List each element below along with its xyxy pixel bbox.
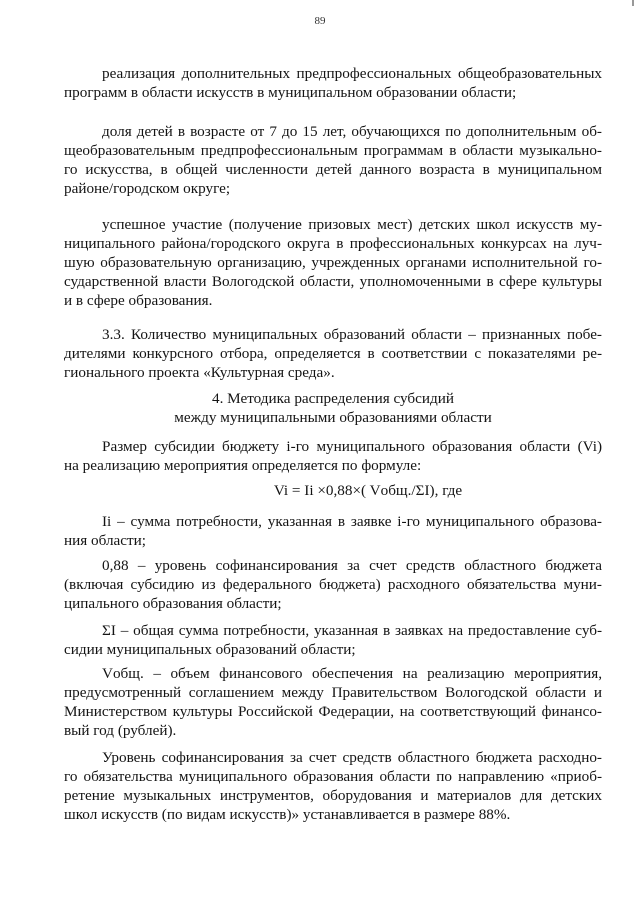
text-line: сидии муниципальных образований области; — [64, 641, 356, 658]
text-line: вый год (рублей). — [64, 722, 177, 739]
paragraph-subsidy-size — [64, 437, 602, 475]
text-line: на реализацию мероприятия определяется по формуле: — [64, 457, 422, 474]
text-line: ципального образования области; — [64, 595, 282, 612]
text-line: реализация дополнительных предпрофессиональных общеобразовательных — [102, 65, 602, 82]
text-line: го искусства, в общей численности детей данного возраста в муниципальном — [64, 161, 602, 178]
heading-line: 4. Методика распределения субсидий — [211, 390, 455, 407]
text-line: гионального проекта «Культурная среда». — [64, 364, 335, 381]
text-line: 3.3. Количество муниципальных образований области – признанных побе- — [102, 326, 602, 343]
text-line: программ в области искусств в муниципальном образовании области; — [64, 84, 517, 101]
paragraph-3-3 — [64, 325, 602, 382]
text-line: Уровень софинансирования за счет средств областного бюджета расходно- — [102, 749, 602, 766]
text-line: 0,88 – уровень софинансирования за счет средств областного бюджета — [102, 557, 602, 574]
text-line: Vобщ. – объем финансового обеспечения на реализацию мероприятия, — [102, 665, 602, 682]
paragraph-vtotal-definition — [64, 664, 602, 740]
paragraph-cofinancing-rate — [64, 556, 602, 613]
text-line: районе/городском округе; — [64, 180, 231, 197]
paragraph-program-implementation — [64, 64, 602, 102]
text-line: и в сфере образования. — [64, 292, 213, 309]
paragraph-sigma-definition — [64, 621, 602, 659]
text-line: предусмотренный соглашением между Правительством Вологодской области и — [64, 684, 602, 701]
text-line: ретение музыкальных инструментов, оборудования и материалов для детских — [64, 787, 602, 804]
text-line: щеобразовательным предпрофессиональным программам в области музыкально- — [64, 142, 602, 159]
paragraph-children-share — [64, 122, 602, 198]
text-line: ния области; — [64, 532, 147, 549]
section-heading — [64, 389, 602, 427]
text-line: школ искусств (по видам искусств)» устанавливается в размере 88%. — [64, 806, 511, 823]
paragraph-contest-participation — [64, 215, 602, 310]
heading-line: между муниципальными образованиями области — [174, 409, 492, 426]
text-line: шую образовательную организацию, учрежденных органами исполнительной го- — [64, 254, 602, 271]
text-line: Министерством культуры Российской Федерации, на соответствующий финансо- — [64, 703, 602, 720]
text-line: успешное участие (получение призовых мест) детских школ искусств му- — [102, 216, 602, 233]
text-line: ΣI – общая сумма потребности, указанная в заявках на предоставление суб- — [102, 622, 602, 639]
text-line: го обязательства муниципального образования области по направлению «приоб- — [64, 768, 602, 785]
text-line: ниципального района/городского округа в профессиональных конкурсах на луч- — [64, 235, 602, 252]
text-line: дителями конкурсного отбора, определяется в соответствии с показателями ре- — [64, 345, 602, 362]
text-line: (включая субсидию из федерального бюджета) расходного обязательства муни- — [64, 576, 602, 593]
page-number: 89 — [314, 15, 326, 27]
paragraph-ii-definition — [64, 512, 602, 550]
scan-mark — [632, 0, 634, 6]
formula: Vi = Ii ×0,88×( Vобщ./ΣI), где — [273, 482, 463, 499]
paragraph-cofinancing-level — [64, 748, 602, 824]
text-line: сударственной власти Вологодской области, уполномоченными в сфере культуры — [64, 273, 602, 290]
text-line: Ii – сумма потребности, указанная в заявке i-го муниципального образова- — [102, 513, 602, 530]
text-line: доля детей в возрасте от 7 до 15 лет, обучающихся по дополнительным об- — [102, 123, 602, 140]
text-line: Размер субсидии бюджету i-го муниципального образования области (Vi) — [102, 438, 602, 455]
